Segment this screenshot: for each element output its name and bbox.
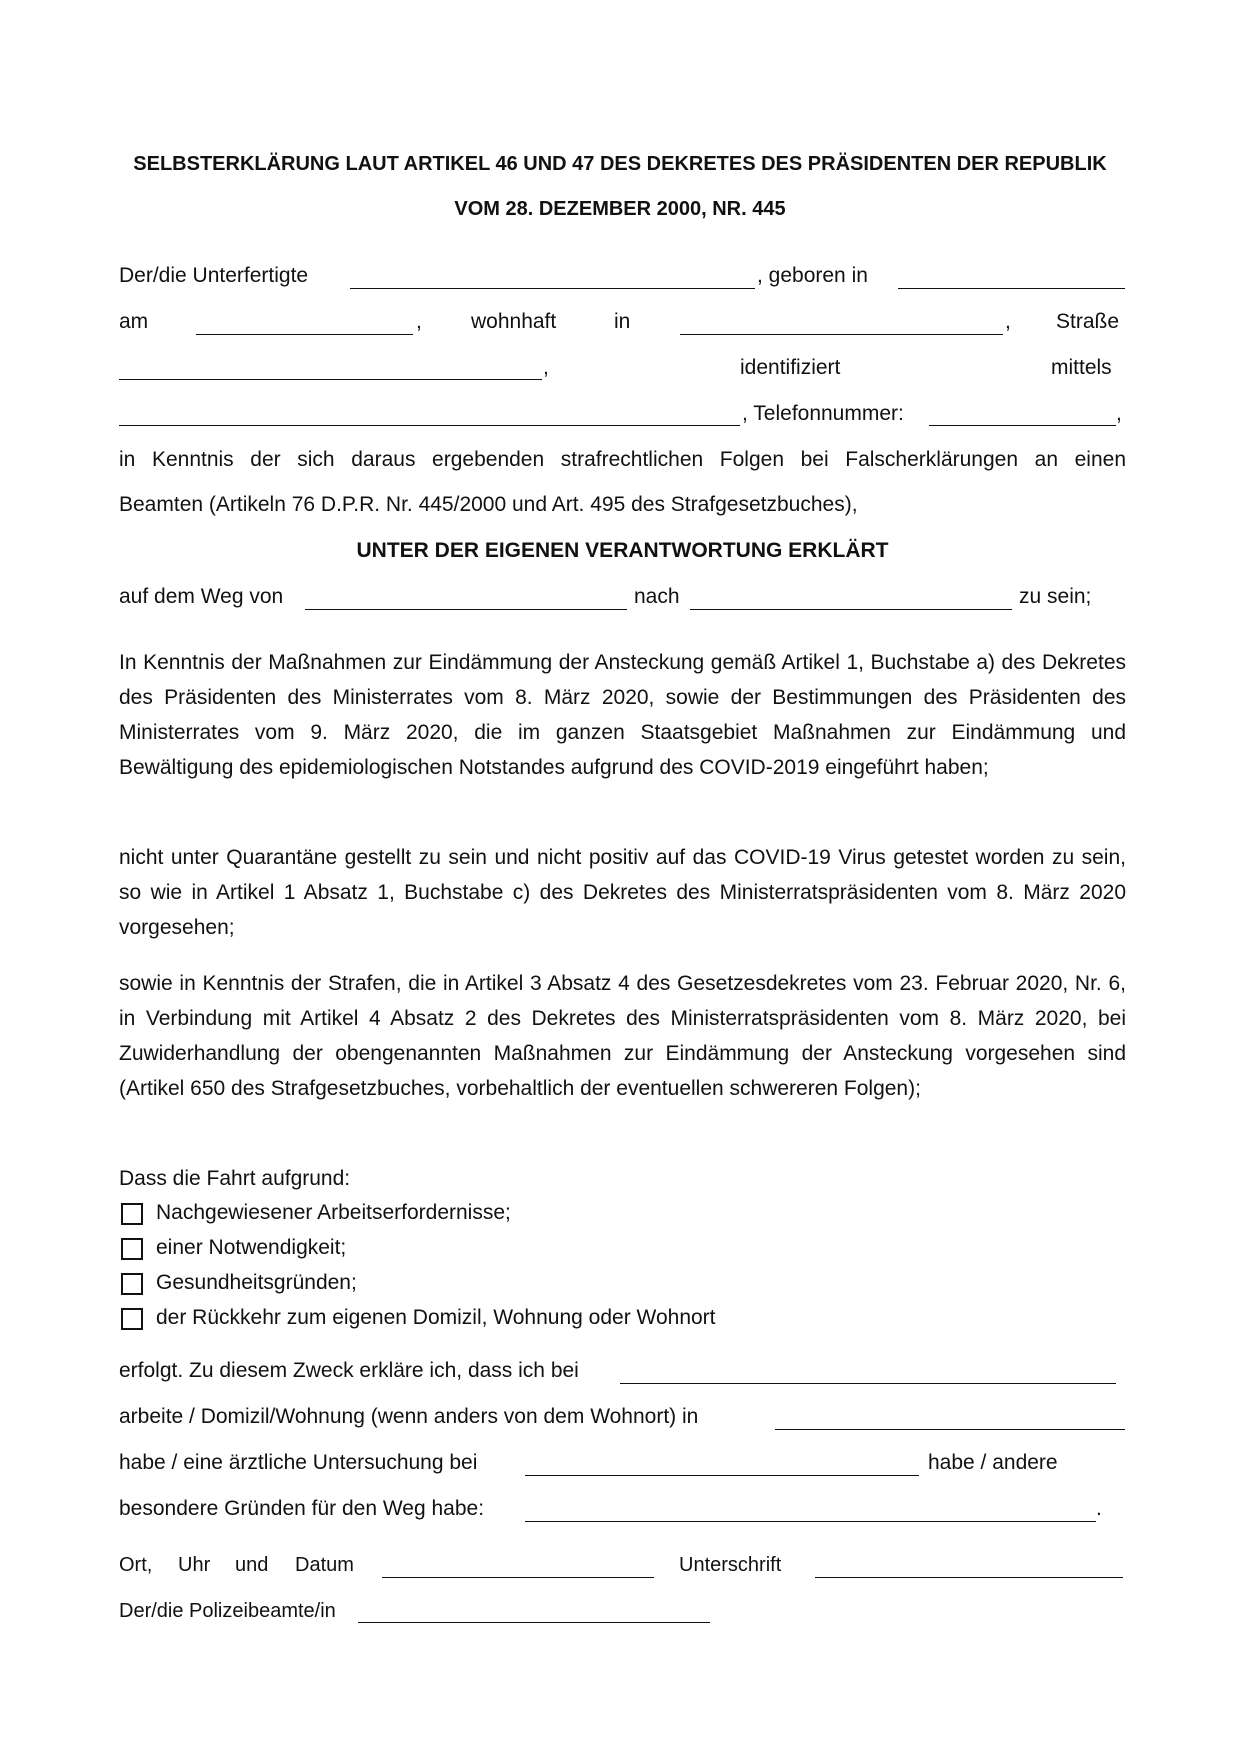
place-label-1: Ort, [119,1554,153,1576]
awareness-line-2: Beamten (Artikeln 76 D.P.R. Nr. 445/2000 und Art. 495 des Strafgesetzbuches), [119,493,858,516]
purpose-line-1: erfolgt. Zu diesem Zweck erkläre ich, dass ich bei [119,1359,579,1382]
purpose-line-4-end: . [1096,1497,1102,1520]
birthplace-field[interactable] [898,288,1125,289]
option-return-home-label: der Rückkehr zum eigenen Domizil, Wohnung oder Wohnort [156,1306,716,1329]
paragraph-quarantine: nicht unter Quarantäne gestellt zu sein und nicht positiv auf das COVID-19 Virus getestet worden zu sein, so wie in Artikel 1 Absatz 1, Buchstabe c) des Dekretes des Ministerratspräsidenten vom 8. März 2020 vorgesehen; [119,846,1126,939]
undersigned-name-field[interactable] [350,288,755,289]
residence-comma: , [1005,310,1011,333]
other-reasons-field[interactable] [525,1521,1096,1522]
purpose-line-2: arbeite / Domizil/Wohnung (wenn anders von dem Wohnort) in [119,1405,699,1428]
employer-field[interactable] [620,1383,1116,1384]
phone-label: , Telefonnummer: [742,402,904,425]
signature-label: Unterschrift [679,1554,782,1576]
identified-label: identifiziert [740,356,841,379]
undersigned-label: Der/die Unterfertigte [119,264,309,287]
officer-field[interactable] [358,1622,710,1623]
route-from-label: auf dem Weg von [119,585,284,608]
place-label-3: und [235,1554,269,1576]
resident-in-label: in [614,310,631,333]
officer-label: Der/die Polizeibeamte/in [119,1600,336,1622]
declares-heading: UNTER DER EIGENEN VERANTWORTUNG ERKLÄRT [356,539,889,562]
phone-trailing-comma: , [1116,402,1122,425]
born-in-label: , geboren in [757,264,868,287]
medical-exam-field[interactable] [525,1475,919,1476]
paragraph-penalties: sowie in Kenntnis der Strafen, die in Artikel 3 Absatz 4 des Gesetzesdekretes vom 23. Februar 2020, Nr. 6, in Verbindung mit Artikel 4 Absatz 2 des Dekretes des Ministerratspräsidenten vom 8. März 2020, bei Zuwiderhandlung der obengenannten Maßnahmen zur Eindämmung der Ansteckung vorgesehen sind (Artikel 650 des Strafgesetzbuches, vorbehaltlich der eventuellen schwereren Folgen); [119,972,1126,1100]
street-label: Straße [1056,310,1120,333]
form-title-line-1: SELBSTERKLÄRUNG LAUT ARTIKEL 46 UND 47 DES DEKRETES DES PRÄSIDENTEN DER REPUBLIK [133,153,1107,175]
checkbox-health[interactable] [121,1273,143,1295]
paragraph-measures: In Kenntnis der Maßnahmen zur Eindämmung der Ansteckung gemäß Artikel 1, Buchstabe a) des Dekretes des Präsidenten des Ministerrates vom 8. März 2020, sowie der Bestimmungen des Präsidenten des Ministerrates vom 9. März 2020, die im ganzen Staatsgebiet Maßnahmen zur Eindämmung und Bewältigung des epidemiologischen Notstandes aufgrund des COVID-2019 eingeführt haben; [119,651,1126,779]
option-work-label: Nachgewiesener Arbeitserfordernisse; [156,1201,511,1224]
checkbox-necessity[interactable] [121,1238,143,1260]
reasons-intro: Dass die Fahrt aufgrund: [119,1167,351,1190]
checkbox-return-home[interactable] [121,1308,143,1330]
route-from-field[interactable] [305,609,627,610]
awareness-line-1: in Kenntnis der sich daraus ergebenden strafrechtlichen Folgen bei Falscherklärungen an einen [119,448,1126,471]
place-label-2: Uhr [178,1554,211,1576]
street-comma: , [543,356,549,379]
route-suffix: zu sein; [1019,585,1092,608]
residence-city-field[interactable] [680,334,1003,335]
birthdate-field[interactable] [196,334,413,335]
birthdate-comma: , [416,310,422,333]
phone-field[interactable] [929,425,1116,426]
signature-field[interactable] [815,1577,1123,1578]
street-field[interactable] [119,379,542,380]
place-label-4: Datum [295,1554,354,1576]
purpose-line-3a: habe / eine ärztliche Untersuchung bei [119,1451,478,1474]
place-date-field[interactable] [382,1577,654,1578]
option-necessity-label: einer Notwendigkeit; [156,1236,347,1259]
resident-label: wohnhaft [471,310,557,333]
purpose-line-3b: habe / andere [928,1451,1058,1474]
purpose-line-4: besondere Gründen für den Weg habe: [119,1497,485,1520]
checkbox-work[interactable] [121,1203,143,1225]
route-to-field[interactable] [690,609,1012,610]
option-health-label: Gesundheitsgründen; [156,1271,357,1294]
route-to-label: nach [634,585,680,608]
by-means-label: mittels [1051,356,1112,379]
form-title-line-2: VOM 28. DEZEMBER 2000, NR. 445 [454,198,786,220]
birthdate-label: am [119,310,149,333]
id-document-field[interactable] [119,425,740,426]
work-domicile-field[interactable] [775,1429,1125,1430]
